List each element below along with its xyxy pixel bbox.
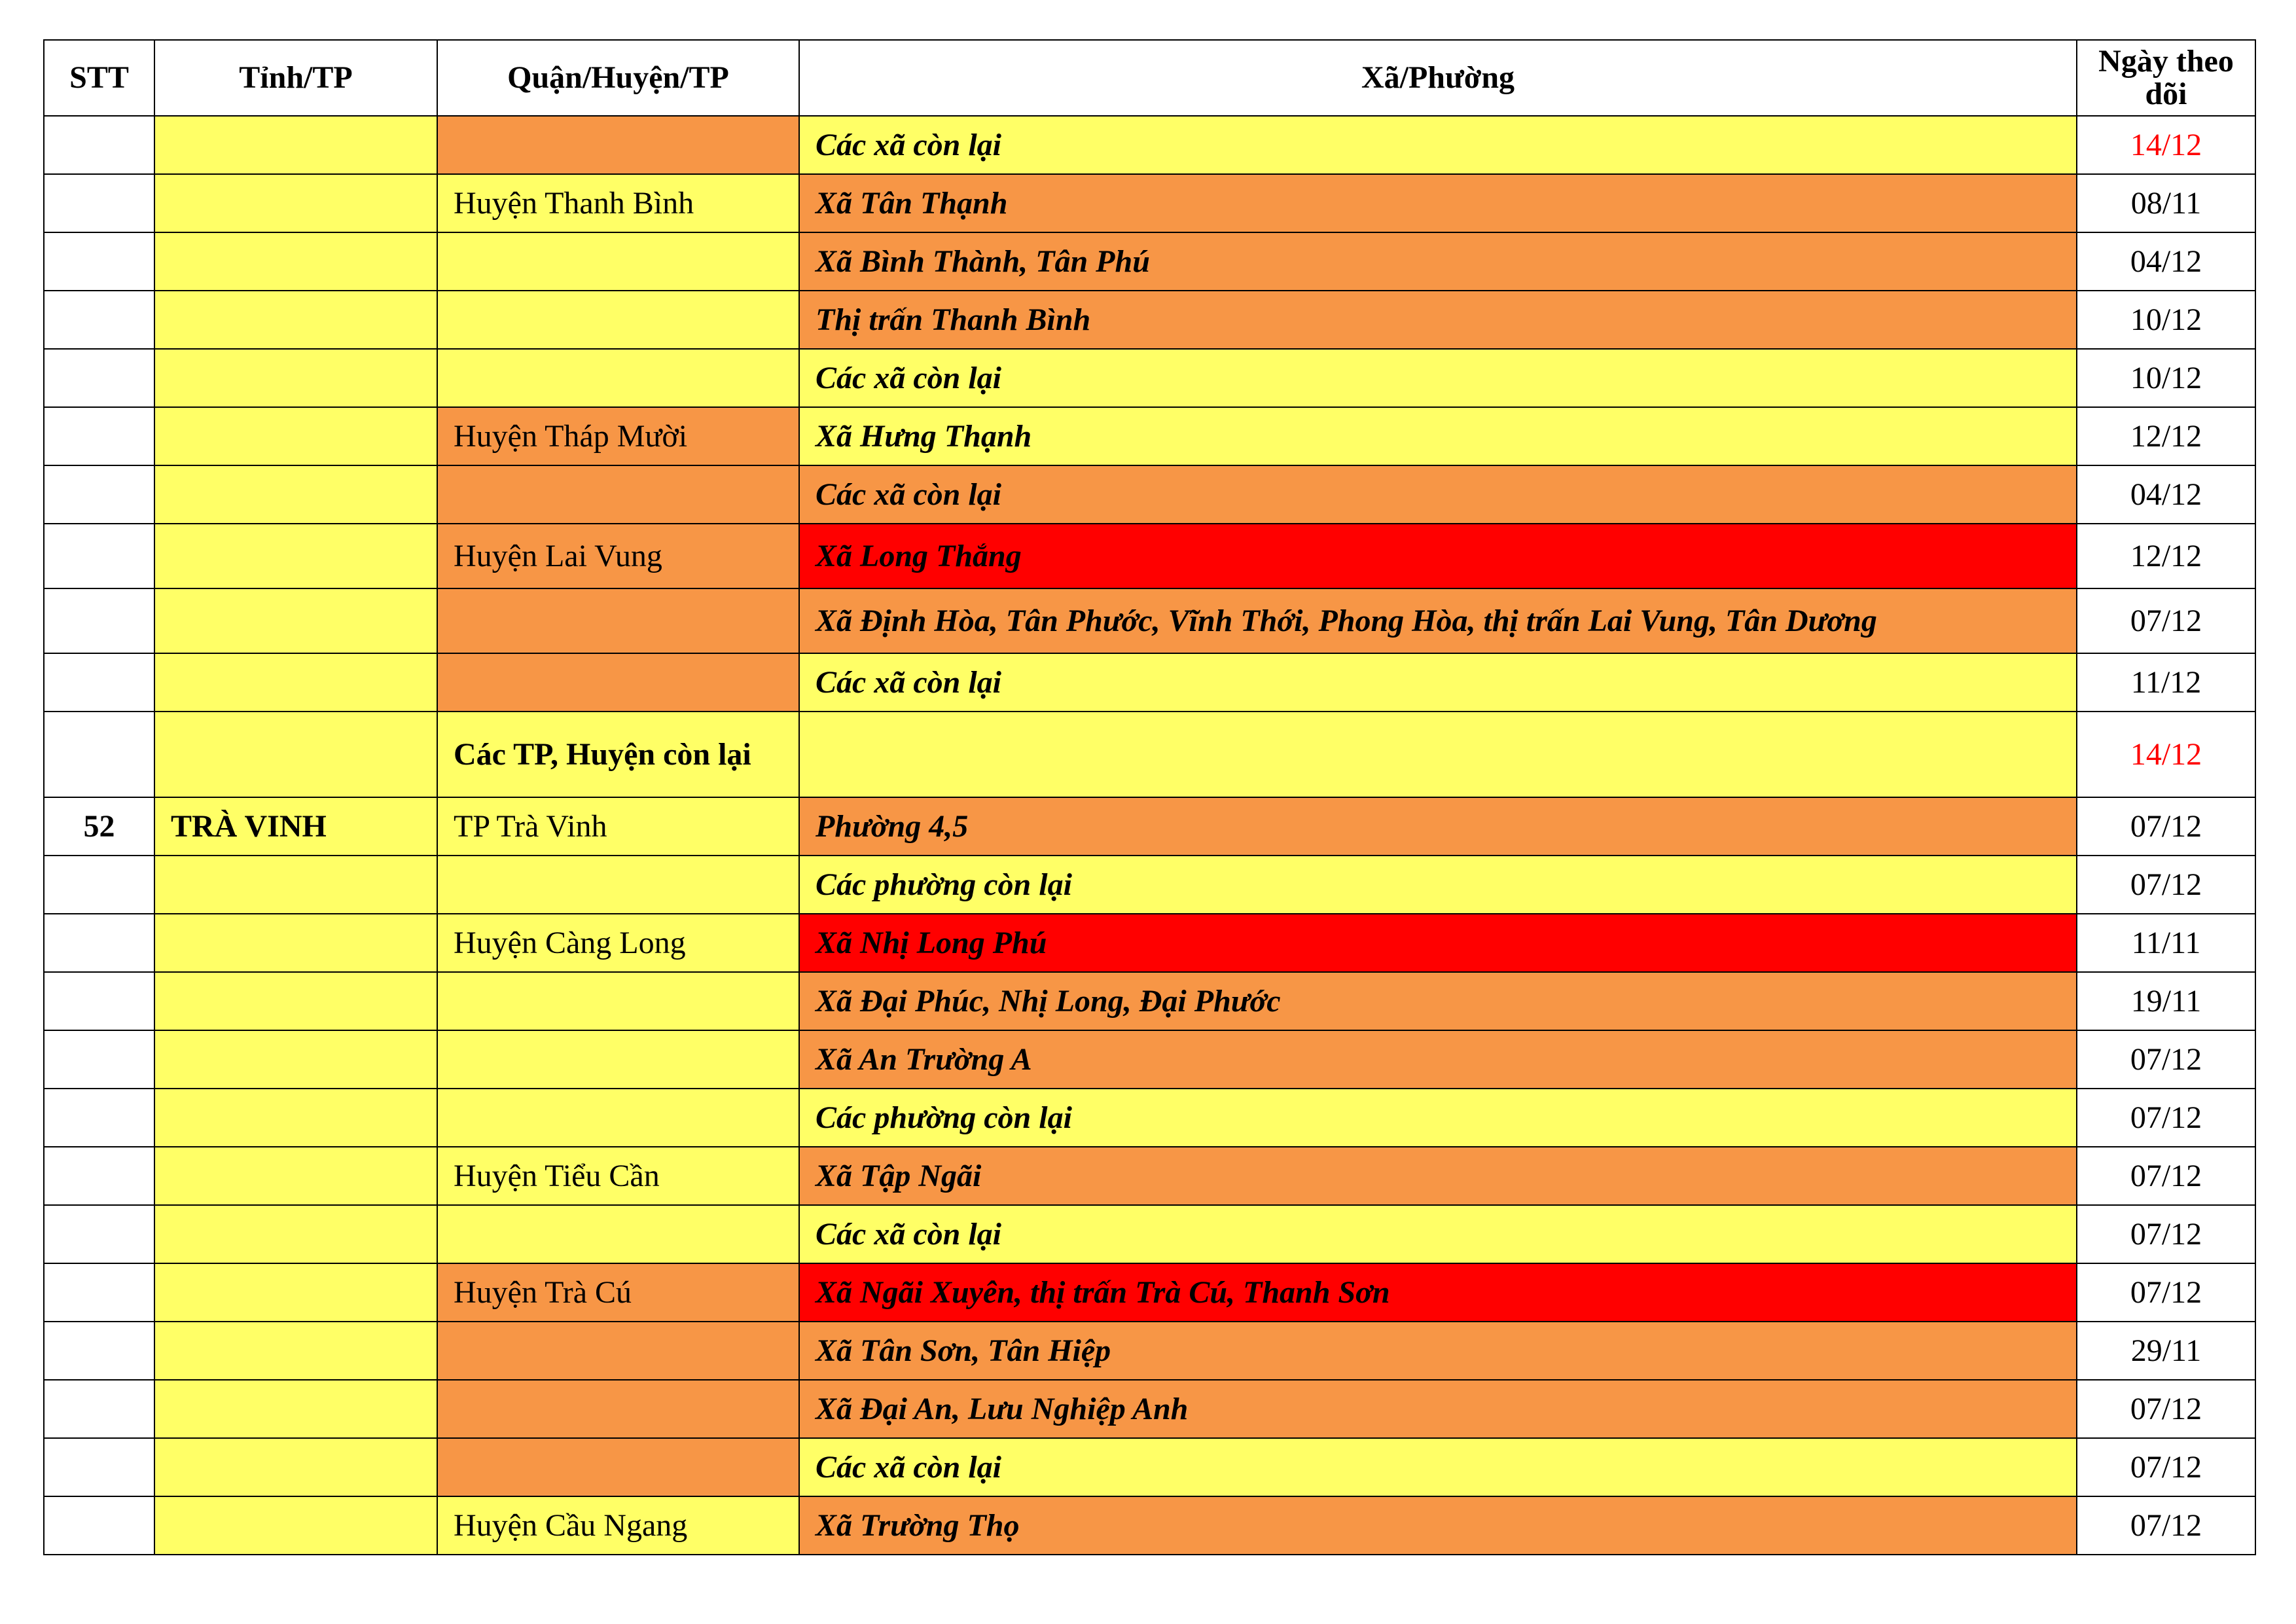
cell-district: Huyện Tiểu Cần <box>437 1147 799 1205</box>
cell-district: Huyện Tháp Mười <box>437 407 799 465</box>
cell-stt <box>44 1496 154 1555</box>
header-ward: Xã/Phường <box>799 40 2077 116</box>
cell-province <box>154 1438 437 1496</box>
cell-ward: Xã Ngãi Xuyên, thị trấn Trà Cú, Thanh Sơn <box>799 1263 2077 1322</box>
table-row <box>44 653 2255 712</box>
table-body <box>44 116 2255 1555</box>
cell-ward: Xã Đại An, Lưu Nghiệp Anh <box>799 1380 2077 1438</box>
cell-province <box>154 712 437 797</box>
cell-ward: Xã Định Hòa, Tân Phước, Vĩnh Thới, Phong Hòa, thị trấn Lai Vung, Tân Dương <box>799 588 2077 653</box>
cell-district <box>437 465 799 524</box>
cell-stt <box>44 712 154 797</box>
cell-district <box>437 232 799 291</box>
table-row <box>44 465 2255 524</box>
cell-district: Huyện Càng Long <box>437 914 799 972</box>
cell-stt <box>44 407 154 465</box>
cell-date: 12/12 <box>2077 407 2255 465</box>
table-row <box>44 524 2255 588</box>
cell-stt <box>44 1089 154 1147</box>
cell-province <box>154 349 437 407</box>
table-row <box>44 1263 2255 1322</box>
table-row <box>44 1496 2255 1555</box>
cell-province <box>154 407 437 465</box>
cell-stt <box>44 653 154 712</box>
cell-stt <box>44 1263 154 1322</box>
cell-stt <box>44 232 154 291</box>
cell-date: 14/12 <box>2077 712 2255 797</box>
cell-date: 07/12 <box>2077 1438 2255 1496</box>
cell-date: 10/12 <box>2077 291 2255 349</box>
cell-province <box>154 972 437 1030</box>
cell-date: 07/12 <box>2077 856 2255 914</box>
table-row <box>44 407 2255 465</box>
cell-date: 12/12 <box>2077 524 2255 588</box>
cell-stt <box>44 174 154 232</box>
cell-ward: Các phường còn lại <box>799 856 2077 914</box>
cell-stt <box>44 1380 154 1438</box>
table-row <box>44 797 2255 856</box>
cell-district <box>437 1438 799 1496</box>
cell-district: Huyện Cầu Ngang <box>437 1496 799 1555</box>
table-row <box>44 1089 2255 1147</box>
table-header <box>44 40 2255 116</box>
cell-ward: Các xã còn lại <box>799 1438 2077 1496</box>
cell-province <box>154 291 437 349</box>
cell-date: 07/12 <box>2077 1030 2255 1089</box>
cell-district <box>437 1205 799 1263</box>
header-province: Tỉnh/TP <box>154 40 437 116</box>
cell-province <box>154 524 437 588</box>
cell-district <box>437 1322 799 1380</box>
cell-district <box>437 972 799 1030</box>
cell-province <box>154 856 437 914</box>
table-row <box>44 856 2255 914</box>
table-row <box>44 1322 2255 1380</box>
cell-stt <box>44 1147 154 1205</box>
table-row <box>44 174 2255 232</box>
covid-risk-table <box>43 39 2256 1555</box>
cell-date: 07/12 <box>2077 1205 2255 1263</box>
cell-ward: Xã Tập Ngãi <box>799 1147 2077 1205</box>
cell-district <box>437 1380 799 1438</box>
cell-stt <box>44 116 154 174</box>
header-date: Ngày theo dõi <box>2077 40 2255 116</box>
cell-date: 04/12 <box>2077 465 2255 524</box>
cell-district <box>437 653 799 712</box>
cell-province <box>154 465 437 524</box>
cell-stt <box>44 588 154 653</box>
cell-ward: Xã Tân Thạnh <box>799 174 2077 232</box>
cell-date: 11/12 <box>2077 653 2255 712</box>
cell-stt <box>44 465 154 524</box>
cell-district: Huyện Trà Cú <box>437 1263 799 1322</box>
cell-district <box>437 1030 799 1089</box>
cell-ward: Thị trấn Thanh Bình <box>799 291 2077 349</box>
cell-stt: 52 <box>44 797 154 856</box>
cell-province <box>154 1147 437 1205</box>
header-stt: STT <box>44 40 154 116</box>
cell-district: Huyện Lai Vung <box>437 524 799 588</box>
cell-ward: Xã Đại Phúc, Nhị Long, Đại Phước <box>799 972 2077 1030</box>
cell-province <box>154 1030 437 1089</box>
cell-province <box>154 914 437 972</box>
cell-district: TP Trà Vinh <box>437 797 799 856</box>
cell-district <box>437 116 799 174</box>
cell-ward: Các xã còn lại <box>799 349 2077 407</box>
cell-province <box>154 1263 437 1322</box>
cell-province <box>154 1496 437 1555</box>
cell-ward: Xã Nhị Long Phú <box>799 914 2077 972</box>
cell-date: 07/12 <box>2077 797 2255 856</box>
cell-date: 07/12 <box>2077 1380 2255 1438</box>
cell-province <box>154 1322 437 1380</box>
cell-province <box>154 174 437 232</box>
cell-ward: Xã Hưng Thạnh <box>799 407 2077 465</box>
cell-district <box>437 856 799 914</box>
cell-stt <box>44 524 154 588</box>
table-row <box>44 972 2255 1030</box>
cell-district <box>437 291 799 349</box>
cell-ward: Các xã còn lại <box>799 465 2077 524</box>
cell-province <box>154 1380 437 1438</box>
cell-date: 07/12 <box>2077 1496 2255 1555</box>
cell-ward: Phường 4,5 <box>799 797 2077 856</box>
cell-date: 11/11 <box>2077 914 2255 972</box>
cell-province <box>154 232 437 291</box>
table-row <box>44 588 2255 653</box>
table-row <box>44 914 2255 972</box>
cell-ward: Xã Trường Thọ <box>799 1496 2077 1555</box>
cell-stt <box>44 914 154 972</box>
cell-date: 07/12 <box>2077 588 2255 653</box>
cell-date: 08/11 <box>2077 174 2255 232</box>
cell-district: Huyện Thanh Bình <box>437 174 799 232</box>
table-row <box>44 1380 2255 1438</box>
cell-ward: Xã Bình Thành, Tân Phú <box>799 232 2077 291</box>
cell-ward <box>799 712 2077 797</box>
cell-district <box>437 588 799 653</box>
cell-ward: Các phường còn lại <box>799 1089 2077 1147</box>
cell-date: 04/12 <box>2077 232 2255 291</box>
cell-date: 19/11 <box>2077 972 2255 1030</box>
cell-province: TRÀ VINH <box>154 797 437 856</box>
cell-district: Các TP, Huyện còn lại <box>437 712 799 797</box>
cell-district <box>437 1089 799 1147</box>
cell-stt <box>44 1030 154 1089</box>
cell-date: 07/12 <box>2077 1147 2255 1205</box>
cell-date: 29/11 <box>2077 1322 2255 1380</box>
cell-stt <box>44 1205 154 1263</box>
cell-ward: Xã Long Thắng <box>799 524 2077 588</box>
cell-province <box>154 653 437 712</box>
table-row <box>44 1438 2255 1496</box>
table-row <box>44 349 2255 407</box>
table-row <box>44 1147 2255 1205</box>
cell-district <box>437 349 799 407</box>
cell-stt <box>44 1322 154 1380</box>
cell-date: 14/12 <box>2077 116 2255 174</box>
cell-ward: Các xã còn lại <box>799 1205 2077 1263</box>
cell-stt <box>44 856 154 914</box>
table-row <box>44 1205 2255 1263</box>
cell-province <box>154 1205 437 1263</box>
cell-date: 07/12 <box>2077 1263 2255 1322</box>
table-row <box>44 232 2255 291</box>
table-row <box>44 1030 2255 1089</box>
cell-ward: Các xã còn lại <box>799 653 2077 712</box>
cell-ward: Xã Tân Sơn, Tân Hiệp <box>799 1322 2077 1380</box>
cell-date: 07/12 <box>2077 1089 2255 1147</box>
table-row <box>44 291 2255 349</box>
cell-date: 10/12 <box>2077 349 2255 407</box>
cell-stt <box>44 291 154 349</box>
header-district: Quận/Huyện/TP <box>437 40 799 116</box>
cell-province <box>154 116 437 174</box>
cell-ward: Các xã còn lại <box>799 116 2077 174</box>
table-row <box>44 712 2255 797</box>
cell-province <box>154 588 437 653</box>
cell-ward: Xã An Trường A <box>799 1030 2077 1089</box>
cell-province <box>154 1089 437 1147</box>
cell-stt <box>44 1438 154 1496</box>
cell-stt <box>44 972 154 1030</box>
table-row <box>44 116 2255 174</box>
cell-stt <box>44 349 154 407</box>
header-row <box>44 40 2255 116</box>
